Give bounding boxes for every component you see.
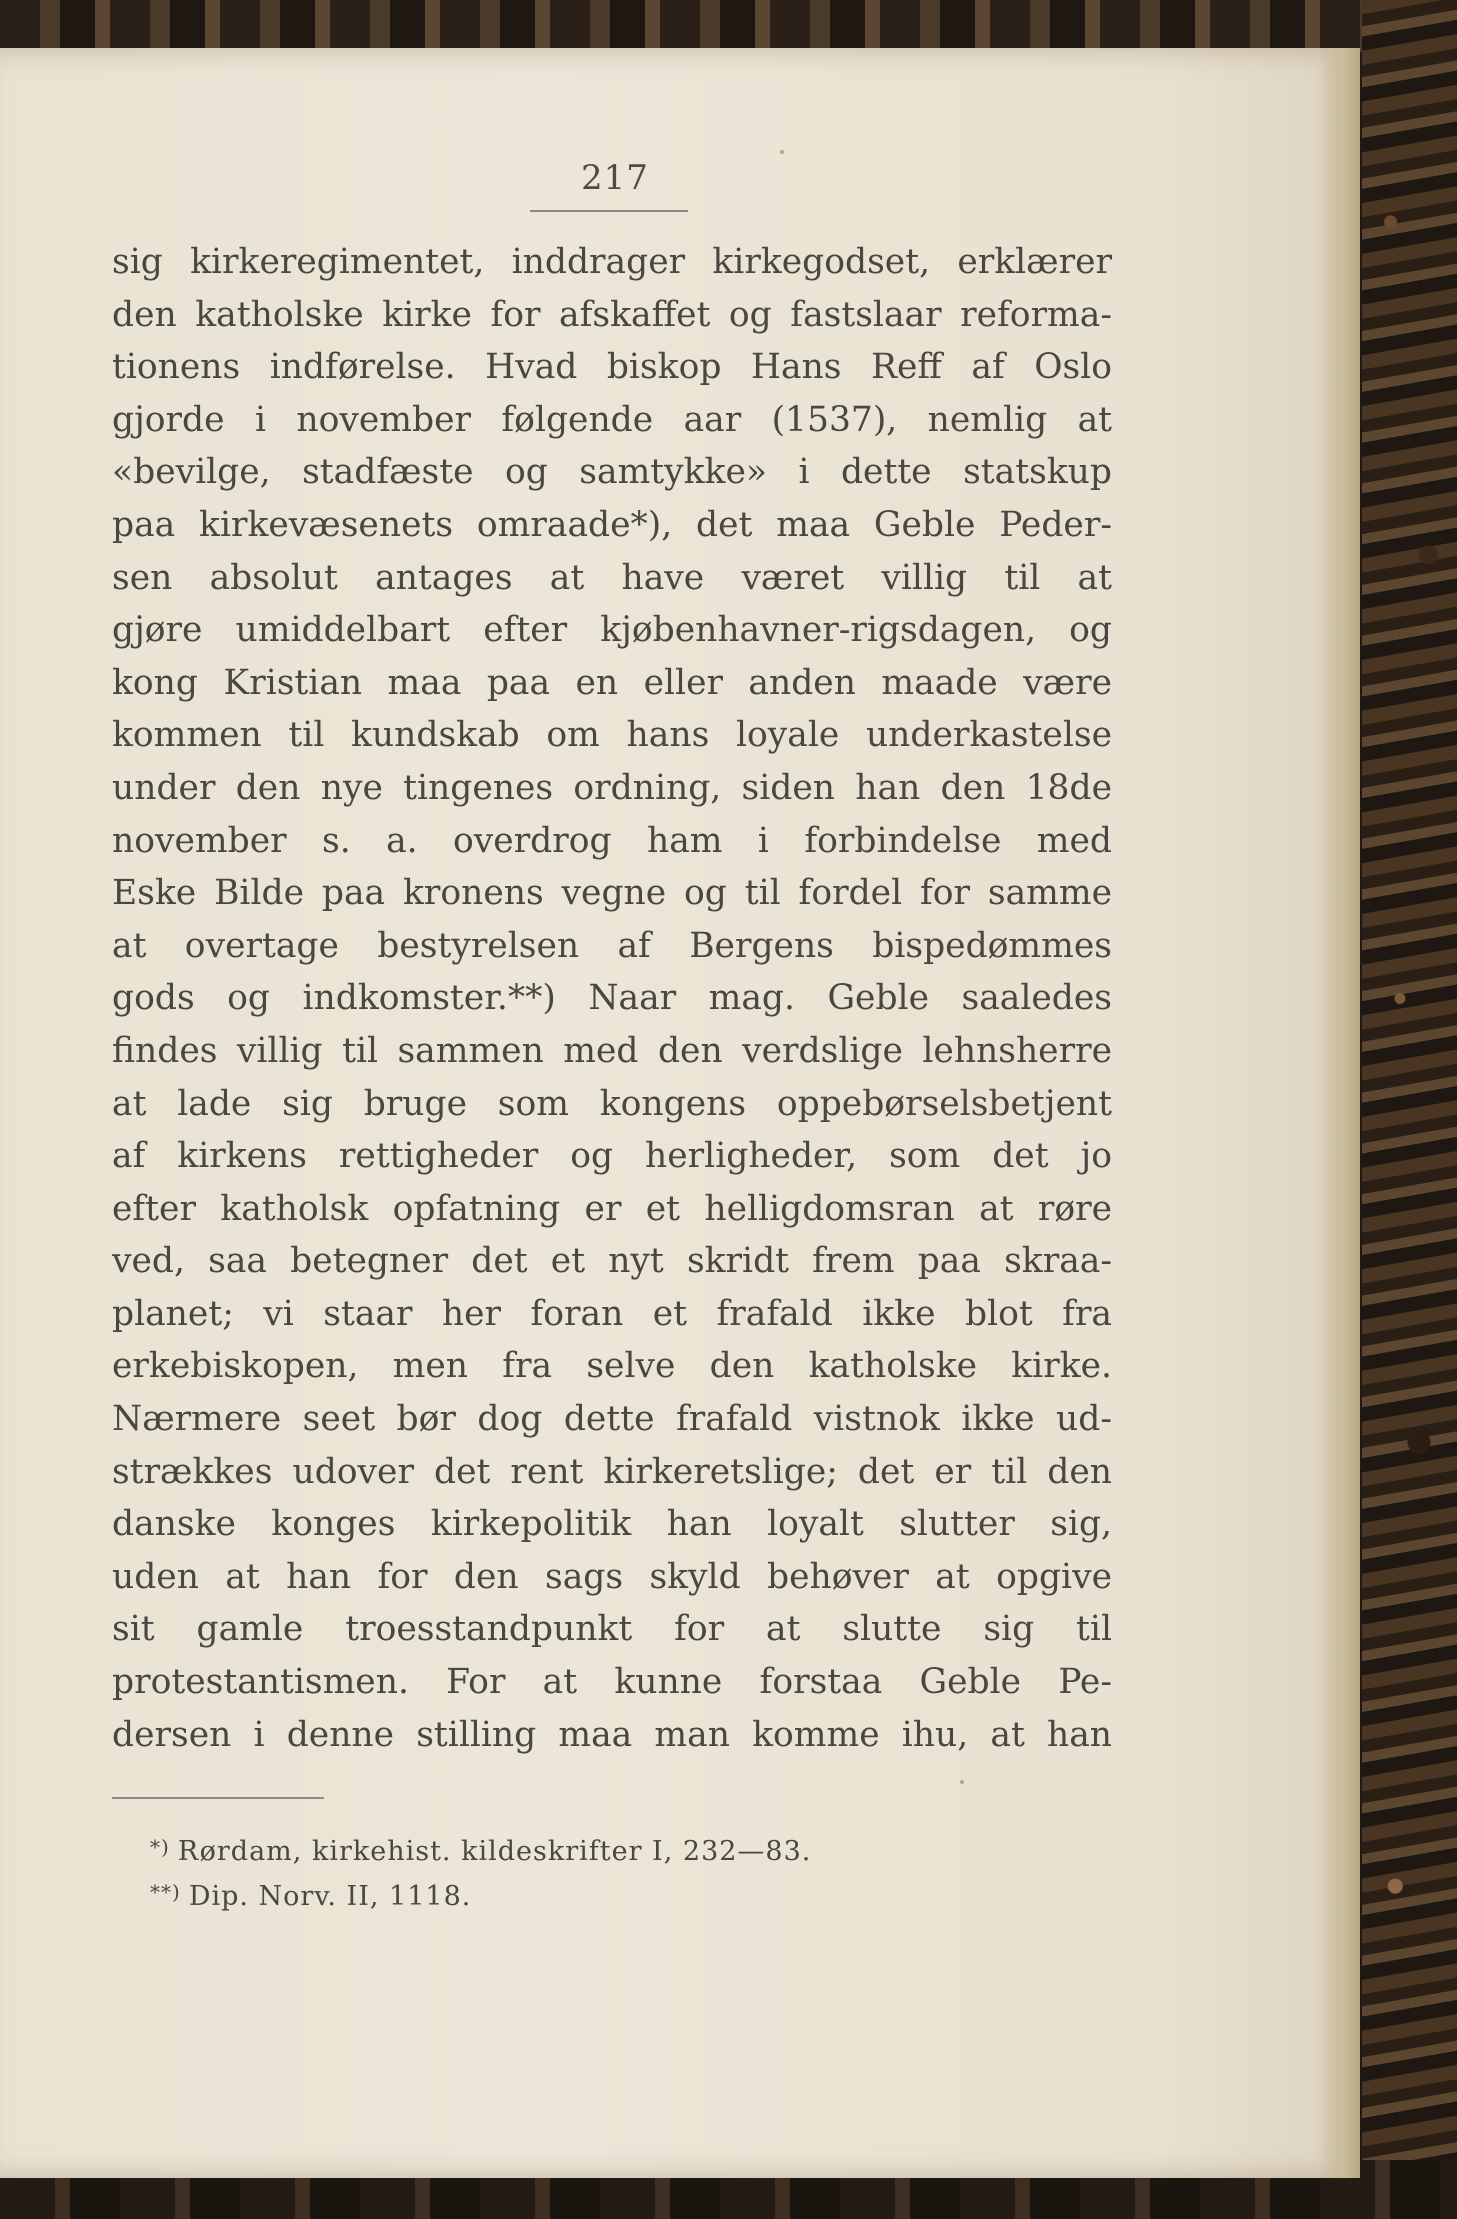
text-line: gods og indkomster.**) Naar mag. Geble saaledes [112, 978, 1112, 1019]
text-line: gjorde i november følgende aar (1537), nemlig at [112, 399, 1112, 440]
text-line: november s. a. overdrog ham i forbindelse med [112, 820, 1112, 861]
text-line: den katholske kirke for afskaffet og fastslaar reforma- [112, 294, 1112, 335]
text-line: erkebiskopen, men fra selve den katholske kirke. [112, 1346, 1112, 1387]
marbled-book-edge [1362, 0, 1457, 2219]
text-line: sig kirkeregimentet, inddrager kirkegodset, erklærer [112, 242, 1112, 282]
text-line: at overtage bestyrelsen af Bergens bispedømmes [112, 925, 1112, 966]
body-text [112, 236, 1112, 1761]
text-line: uden at han for den sags skyld behøver at opgive [112, 1556, 1112, 1597]
page-gutter-shadow [1318, 48, 1360, 2178]
book-top-edge [0, 0, 1457, 52]
text-line: af kirkens rettigheder og herligheder, som det jo [112, 1136, 1112, 1177]
footnote-mark: *) [150, 1835, 170, 1859]
text-line: findes villig til sammen med den verdslige lehnsherre [112, 1030, 1112, 1071]
text-line: «bevilge, stadfæste og samtykke» i dette statskup [112, 452, 1112, 493]
text-line: Nærmere seet bør dog dette frafald vistnok ikke ud- [112, 1399, 1112, 1440]
text-line: sit gamle troesstandpunkt for at slutte sig til [112, 1609, 1112, 1650]
text-line: paa kirkevæsenets omraade*), det maa Geble Peder- [112, 504, 1112, 545]
footnote-rule [112, 1797, 324, 1799]
text-line: efter katholsk opfatning er et helligdomsran at røre [112, 1188, 1112, 1229]
footnote [150, 1872, 950, 1917]
text-line: sen absolut antages at have været villig til at [112, 557, 1112, 598]
footnote [150, 1827, 950, 1872]
footnote-mark: **) [150, 1880, 181, 1904]
text-line: planet; vi staar her foran et frafald ikke blot fra [112, 1293, 1112, 1334]
footnote-text: Rørdam, kirkehist. kildeskrifter I, 232—83. [177, 1836, 812, 1867]
text-line: gjøre umiddelbart efter kjøbenhavner-rigsdagen, og [112, 610, 1112, 651]
text-line: tionens indførelse. Hvad biskop Hans Reff af Oslo [112, 347, 1112, 388]
text-line: strækkes udover det rent kirkeretslige; det er til den [112, 1451, 1112, 1492]
page-number: 217 [581, 158, 649, 198]
text-line: kommen til kundskab om hans loyale underkastelse [112, 715, 1112, 756]
text-line: protestantismen. For at kunne forstaa Geble Pe- [112, 1662, 1112, 1703]
paper-speck [960, 1780, 964, 1784]
text-line: danske konges kirkepolitik han loyalt slutter sig, [112, 1504, 1112, 1545]
paper-speck [780, 150, 784, 154]
text-line: dersen i denne stilling maa man komme ihu, at han [112, 1714, 1112, 1755]
footnotes [150, 1827, 950, 1917]
page-number-rule [530, 210, 688, 212]
text-line: under den nye tingenes ordning, siden han den 18de [112, 767, 1112, 808]
text-line: Eske Bilde paa kronens vegne og til fordel for samme [112, 873, 1112, 914]
text-line: ved, saa betegner det et nyt skridt frem paa skraa- [112, 1241, 1112, 1282]
footnote-text: Dip. Norv. II, 1118. [188, 1881, 472, 1912]
text-line: kong Kristian maa paa en eller anden maade være [112, 662, 1112, 703]
text-line: at lade sig bruge som kongens oppebørselsbetjent [112, 1083, 1112, 1124]
